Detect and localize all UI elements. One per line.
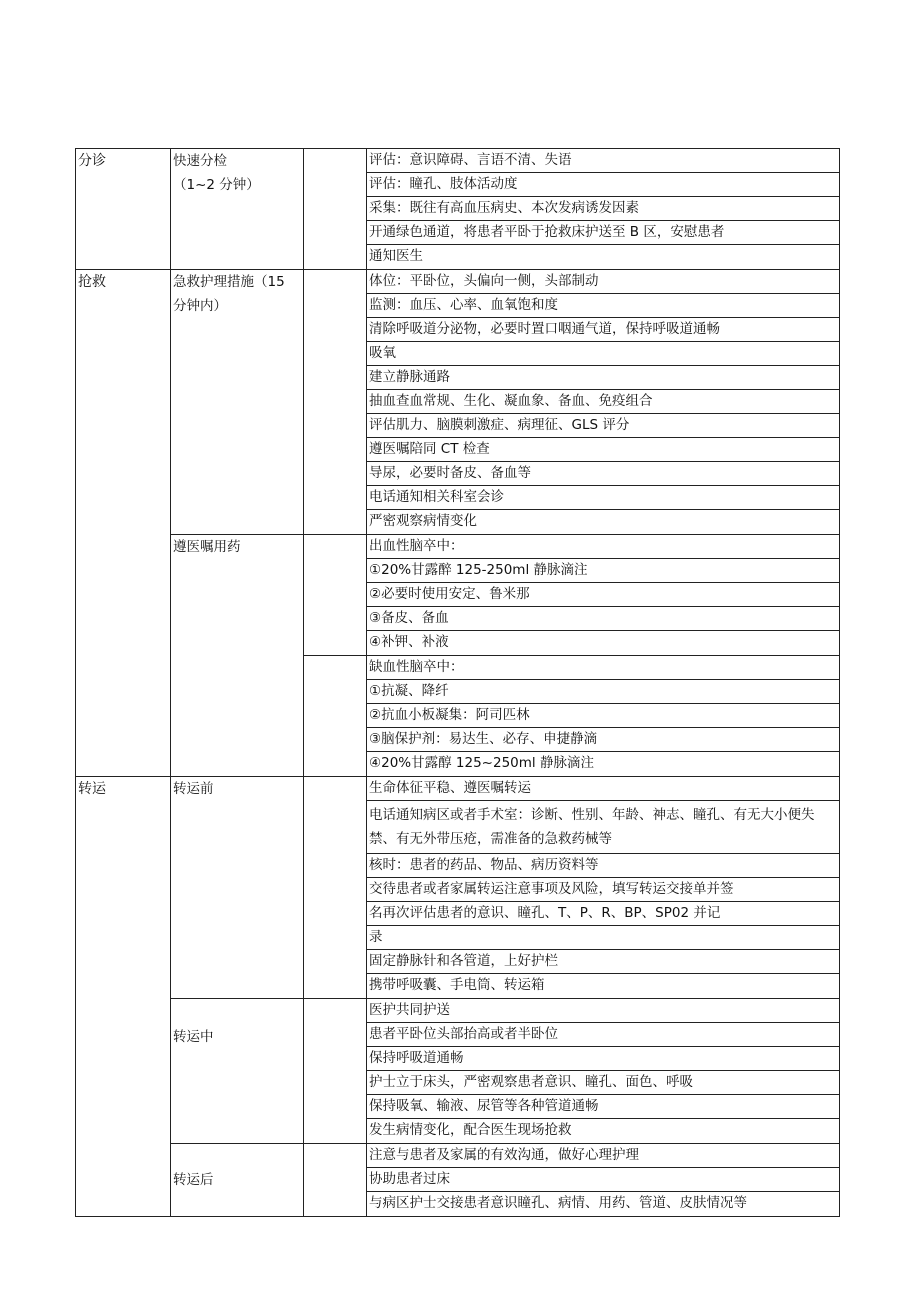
blank-column bbox=[304, 270, 367, 534]
list-item: 吸氧 bbox=[367, 342, 839, 366]
stage-label: 急救护理措施（15 分钟内） bbox=[171, 270, 304, 534]
list-item: 保持吸氧、输液、尿管等各种管道通畅 bbox=[367, 1095, 839, 1119]
list-item: 患者平卧位头部抬高或者半卧位 bbox=[367, 1023, 839, 1047]
stage-label bbox=[171, 149, 304, 269]
list-item: 开通绿色通道，将患者平卧于抢救床护送至 B 区，安慰患者 bbox=[367, 221, 839, 245]
list-item: 发生病情变化，配合医生现场抢救 bbox=[369, 1122, 572, 1138]
stage-label: 转运前 bbox=[171, 777, 304, 998]
stage-group bbox=[171, 270, 840, 534]
list-item: 缺血性脑卒中： bbox=[367, 656, 839, 680]
stage-label: 转运中 bbox=[171, 999, 304, 1143]
list-item: 采集：既往有高血压病史、本次发病诱发因素 bbox=[367, 197, 839, 221]
list-item: ②抗血小板凝集：阿司匹林 bbox=[367, 704, 839, 728]
medication-subgroup-ischemic bbox=[304, 655, 840, 776]
list-item: 出血性脑卒中： bbox=[367, 535, 839, 559]
list-item: 交待患者或者家属转运注意事项及风险，填写转运交接单并签 bbox=[367, 878, 839, 902]
section-rescue bbox=[76, 269, 840, 776]
list-item: 医护共同护送 bbox=[367, 999, 839, 1023]
nursing-process-table bbox=[75, 148, 840, 1217]
list-item: 生命体征平稳、遵医嘱转运 bbox=[367, 777, 839, 801]
list-item: 电话通知相关科室会诊 bbox=[367, 486, 839, 510]
blank-column bbox=[304, 999, 367, 1143]
list-item: 建立静脉通路 bbox=[367, 366, 839, 390]
list-item: 名再次评估患者的意识、瞳孔、T、P、R、BP、SP02 并记 bbox=[367, 902, 839, 926]
list-item: ②必要时使用安定、鲁米那 bbox=[367, 583, 839, 607]
transfer-groups bbox=[171, 777, 840, 1216]
list-item: ④20%甘露醇 125~250ml 静脉滴注 bbox=[369, 755, 594, 771]
list-item: ①20%甘露醉 125-250ml 静脉滴注 bbox=[367, 559, 839, 583]
category-label: 转运 bbox=[76, 777, 171, 1216]
item-list bbox=[367, 1144, 840, 1216]
list-item: 遵医嘱陪同 CT 检查 bbox=[367, 438, 839, 462]
list-item: 与病区护士交接患者意识瞳孔、病情、用药、管道、皮肤情况等 bbox=[369, 1195, 747, 1211]
list-item: 固定静脉针和各管道，上好护栏 bbox=[367, 950, 839, 974]
list-item: 注意与患者及家属的有效沟通，做好心理护理 bbox=[367, 1144, 839, 1168]
list-item: 导尿，必要时备皮、备血等 bbox=[367, 462, 839, 486]
stage-group bbox=[171, 1143, 840, 1216]
blank-column bbox=[304, 777, 367, 998]
stage-note: （1~2 分钟） bbox=[173, 177, 260, 193]
section-triage bbox=[76, 148, 840, 269]
list-item: 电话通知病区或者手术室：诊断、性别、年龄、神志、瞳孔、有无大小便失禁、有无外带压疮，需准备的急救药械等 bbox=[367, 801, 839, 854]
stage-label: 遵医嘱用药 bbox=[171, 535, 304, 776]
list-item: 抽血查血常规、生化、凝血象、备血、免疫组合 bbox=[367, 390, 839, 414]
stage-group bbox=[171, 998, 840, 1143]
list-item: 体位：平卧位，头偏向一侧，头部制动 bbox=[367, 270, 839, 294]
item-list bbox=[367, 270, 840, 534]
list-item: 评估肌力、脑膜刺激症、病理征、GLS 评分 bbox=[367, 414, 839, 438]
list-item: 携带呼吸囊、手电筒、转运箱 bbox=[369, 977, 545, 993]
item-list bbox=[367, 656, 840, 776]
list-item: 监测：血压、心率、血氧饱和度 bbox=[367, 294, 839, 318]
list-item: 协助患者过床 bbox=[367, 1168, 839, 1192]
item-list bbox=[367, 777, 840, 998]
list-item: ④补钾、补液 bbox=[369, 634, 449, 650]
section-transfer bbox=[76, 776, 840, 1216]
list-item: 评估：意识障碍、言语不清、失语 bbox=[367, 149, 839, 173]
list-item: ③备皮、备血 bbox=[367, 607, 839, 631]
item-list bbox=[367, 149, 840, 269]
list-item: 严密观察病情变化 bbox=[369, 513, 477, 529]
list-item: ①抗凝、降纤 bbox=[367, 680, 839, 704]
blank-column bbox=[304, 535, 367, 655]
rescue-groups bbox=[171, 270, 840, 776]
list-item: ③脑保护剂：易达生、必存、申捷静滴 bbox=[367, 728, 839, 752]
list-item: 护士立于床头，严密观察患者意识、瞳孔、面色、呼吸 bbox=[367, 1071, 839, 1095]
item-list bbox=[367, 999, 840, 1143]
category-label: 分诊 bbox=[76, 149, 171, 269]
medication-subgroups bbox=[304, 535, 840, 776]
list-item: 通知医生 bbox=[369, 248, 423, 264]
stage-label: 转运后 bbox=[171, 1144, 304, 1216]
blank-column bbox=[304, 149, 367, 269]
stage-group bbox=[171, 534, 840, 776]
category-label: 抢救 bbox=[76, 270, 171, 776]
blank-column bbox=[304, 1144, 367, 1216]
list-item: 核时：患者的药品、物品、病历资料等 bbox=[367, 854, 839, 878]
list-item: 录 bbox=[367, 926, 839, 950]
list-item: 评估：瞳孔、肢体活动度 bbox=[367, 173, 839, 197]
stage-group bbox=[171, 777, 840, 998]
blank-column bbox=[304, 656, 367, 776]
item-list bbox=[367, 535, 840, 655]
list-item: 保持呼吸道通畅 bbox=[367, 1047, 839, 1071]
medication-subgroup-hemorrhagic bbox=[304, 535, 840, 655]
list-item: 清除呼吸道分泌物，必要时置口咽通气道，保持呼吸道通畅 bbox=[367, 318, 839, 342]
stage-title: 快速分检 bbox=[173, 153, 227, 169]
